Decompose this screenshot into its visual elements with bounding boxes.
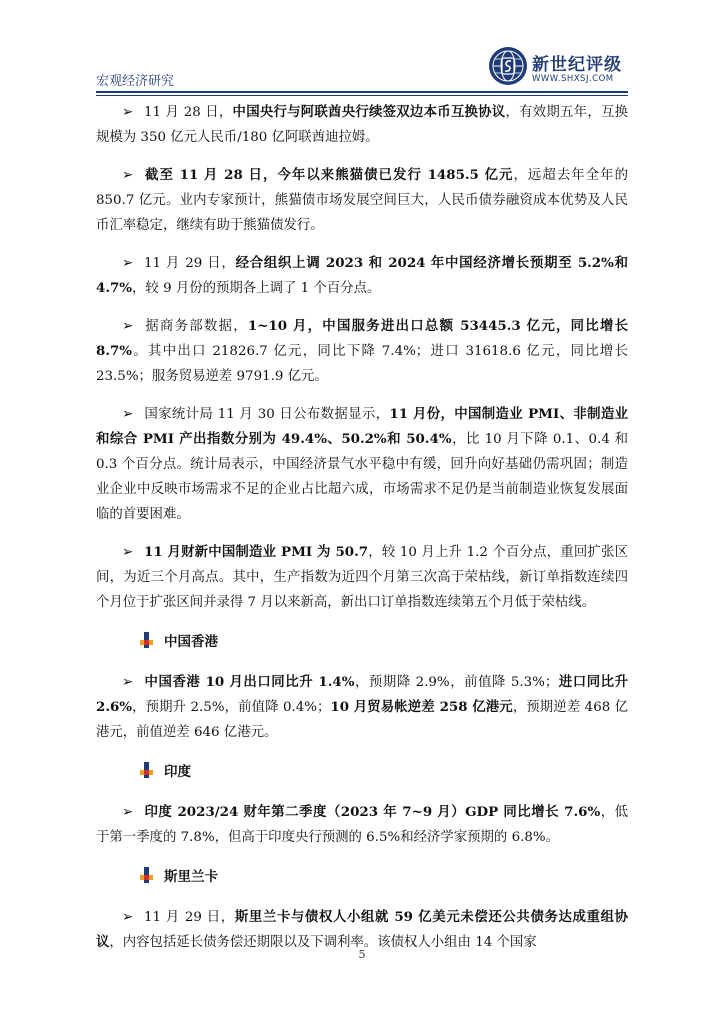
bold-text: 中国香港 10 月出口同比升 1.4% [144, 674, 355, 690]
section-label: 宏观经济研究 [96, 74, 175, 89]
logo-url: WWW.SHXSJ.COM [532, 74, 614, 84]
section-marker-icon [138, 865, 158, 885]
bold-text: 截至 11 月 28 日，今年以来熊猫债已发行 1485.5 亿元 [144, 167, 514, 183]
header-rule [96, 91, 628, 93]
page-header [0, 0, 724, 100]
bold-text: 斯里兰卡与债权人小组就 59 亿美元未偿还公共债务达成重组协议 [96, 909, 628, 950]
section-title: 斯里兰卡 [164, 869, 218, 885]
paragraph-cn-uae-swap [96, 100, 628, 150]
text: ，较 9 月份的预期各上调了 1 个百分点。 [132, 281, 381, 296]
text: ，预期降 2.9%，前值降 5.3%； [354, 675, 559, 690]
paragraph-panda-bonds [96, 163, 628, 238]
logo-name: 新世纪评级 [532, 55, 622, 75]
bullet-arrow-icon: ➢ [122, 168, 134, 183]
bullet-arrow-icon: ➢ [122, 910, 134, 925]
bullet-arrow-icon: ➢ [122, 256, 134, 271]
document-body [96, 100, 628, 968]
bold-text: 10 月贸易帐逆差 258 亿港元 [330, 699, 513, 715]
text: ，较 10 月上升 1.2 个百分点，重回扩张区间，为近三个月高点。其中，生产指数为近四个月第三次高于荣枯线，新订单指数连续四个月位于扩张区间并录得 7 月以来新高，新出口订单指数连续第五个月低于荣枯线。 [96, 545, 628, 610]
section-title: 印度 [164, 764, 191, 780]
section-marker-icon [138, 630, 158, 650]
text: ，比 10 月下降 0.1、0.4 和 0.3 个百分点。统计局表示，中国经济景气水平稳中有缓，回升向好基础仍需巩固；制造业企业中反映市场需求不足的企业占比超六成，市场需求不足仍是当前制造业恢复发展面临的首要困难。 [96, 432, 628, 522]
bullet-arrow-icon: ➢ [122, 105, 134, 120]
section-heading-india [96, 758, 628, 782]
bold-text: 中国央行与阿联酋央行续签双边本币互换协议 [232, 104, 506, 120]
paragraph-hk-trade [96, 670, 628, 745]
section-title: 中国香港 [164, 634, 218, 650]
text: ，预期升 2.5%，前值降 0.4%； [132, 700, 331, 715]
bullet-arrow-icon: ➢ [122, 319, 134, 334]
text: ，内容包括延长债务偿还期限以及下调利率。该债权人小组由 14 个国家 [109, 935, 537, 950]
section-marker-icon [138, 760, 158, 780]
bold-text: 1~10 月，中国服务进出口总额 53445.3 亿元，同比增长 8.7% [96, 318, 628, 359]
text: 11 月 28 日， [144, 105, 233, 120]
text: ，低于第一季度的 7.8%，但高于印度央行预测的 6.5%和经济学家预期的 6.8%。 [96, 805, 629, 845]
paragraph-pmi [96, 402, 628, 527]
header-rule-thin [96, 95, 628, 96]
bold-text: 11 月份，中国制造业 PMI、非制造业和综合 PMI 产出指数分别为 49.4%、50.2%和 50.4% [96, 406, 628, 447]
bold-text: 进口同比升 2.6% [96, 674, 628, 715]
section-heading-srilanka [96, 863, 628, 887]
text: 。其中出口 21826.7 亿元，同比下降 7.4%；进口 31618.6 亿元，同比增长 23.5%；服务贸易逆差 9791.9 亿元。 [96, 344, 628, 384]
paragraph-india-gdp [96, 800, 628, 850]
text: ，有效期五年，互换规模为 350 亿元人民币/180 亿阿联酋迪拉姆。 [96, 105, 629, 145]
paragraph-oecd-forecast [96, 251, 628, 301]
text: 据商务部数据， [144, 319, 248, 334]
globe-logo-icon [488, 46, 528, 86]
text: 国家统计局 11 月 30 日公布数据显示， [144, 407, 390, 422]
section-heading-hk [96, 628, 628, 652]
page-number: 5 [358, 948, 366, 961]
bold-text: 经合组织上调 2023 和 2024 年中国经济增长预期至 5.2%和 4.7% [96, 255, 628, 296]
bold-text: 印度 2023/24 财年第二季度（2023 年 7~9 月）GDP 同比增长 7.6% [144, 804, 601, 820]
bold-text: 11 月财新中国制造业 PMI 为 50.7 [144, 544, 369, 560]
paragraph-caixin-pmi [96, 540, 628, 615]
text: 11 月 29 日， [144, 256, 236, 271]
bullet-arrow-icon: ➢ [122, 675, 134, 690]
bullet-arrow-icon: ➢ [122, 805, 134, 820]
bullet-arrow-icon: ➢ [122, 545, 134, 560]
text: ，预期逆差 468 亿港元，前值逆差 646 亿港元。 [96, 700, 628, 740]
text: ，远超去年全年的 850.7 亿元。业内专家预计，熊猫债市场发展空间巨大，人民币债券融资成本优势及人民币汇率稳定，继续有助于熊猫债发行。 [96, 168, 629, 233]
company-logo [488, 44, 638, 90]
paragraph-services-trade [96, 314, 628, 389]
text: 11 月 29 日， [144, 910, 235, 925]
bullet-arrow-icon: ➢ [122, 407, 134, 422]
